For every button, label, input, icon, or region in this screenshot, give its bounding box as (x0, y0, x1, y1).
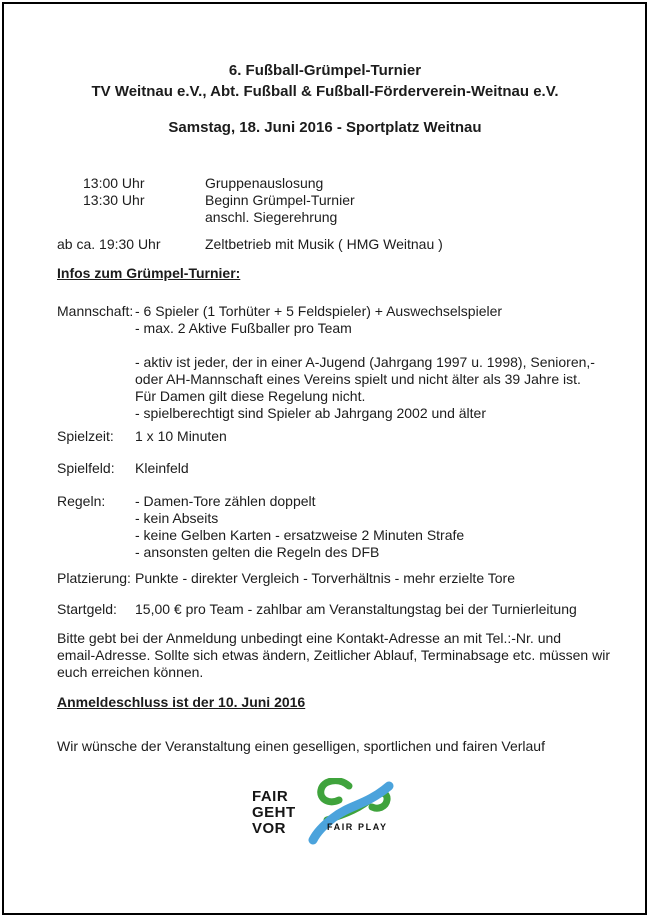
slogan-line: FAIR (252, 788, 289, 805)
info-value (135, 493, 464, 561)
info-line: Für Damen gilt diese Regelung nicht. (135, 388, 366, 404)
info-label: Spielzeit: (57, 428, 114, 444)
page-title: 6. Fußball-Grümpel-Turnier (228, 62, 422, 79)
info-line: - spielberechtigt sind Spieler ab Jahrgang 2002 und älter (135, 405, 487, 421)
deadline-note: Anmeldeschluss ist der 10. Juni 2016 (57, 694, 306, 710)
schedule-event: Zeltbetrieb mit Musik ( HMG Weitnau ) (205, 236, 443, 252)
schedule-event: Beginn Grümpel-Turnier (205, 192, 355, 208)
infos-heading: Infos zum Grümpel-Turnier: (57, 265, 241, 281)
contact-note-line: email-Adresse. Sollte sich etwas ändern, Zeitlicher Ablauf, Terminabsage etc. müssen wir (57, 647, 610, 663)
info-line: 1 x 10 Minuten (135, 428, 227, 444)
info-label: Spielfeld: (57, 460, 115, 476)
info-label: Regeln: (57, 493, 106, 509)
info-line: Punkte - direkter Vergleich - Torverhältnis - mehr erzielte Tore (135, 570, 515, 586)
info-line: - ansonsten gelten die Regeln des DFB (135, 544, 380, 560)
schedule-time: 13:30 Uhr (83, 192, 145, 208)
info-line: - 6 Spieler (1 Torhüter + 5 Feldspieler) + Auswechselspieler (135, 303, 503, 319)
page-subtitle: TV Weitnau e.V., Abt. Fußball & Fußball-Förderverein-Weitnau e.V. (91, 83, 559, 100)
schedule-time: 13:00 Uhr (83, 175, 145, 191)
info-line: - aktiv ist jeder, der in einer A-Jugend (Jahrgang 1997 u. 1998), Senioren,- (135, 354, 595, 370)
fair-geht-vor-text (252, 789, 296, 837)
info-label: Startgeld: (57, 601, 117, 617)
info-value (135, 303, 595, 422)
info-line: - Damen-Tore zählen doppelt (135, 493, 316, 509)
info-line: Kleinfeld (135, 460, 189, 476)
info-line: - max. 2 Aktive Fußballer pro Team (135, 320, 352, 336)
slogan-line: GEHT (252, 804, 296, 821)
info-line: oder AH-Mannschaft eines Vereins spielt und nicht älter als 39 Jahre ist. (135, 371, 581, 387)
schedule-time: ab ca. 19:30 Uhr (57, 236, 161, 252)
contact-note-line: Bitte gebt bei der Anmeldung unbedingt eine Kontakt-Adresse an mit Tel.:-Nr. und (57, 630, 562, 646)
fair-play-label: FAIR PLAY (327, 822, 388, 832)
info-label: Platzierung: (57, 570, 131, 586)
schedule-event: Gruppenauslosung (205, 175, 324, 191)
closing-note: Wir wünsche der Veranstaltung einen geselligen, sportlichen und fairen Verlauf (57, 738, 545, 754)
info-line: - kein Abseits (135, 510, 219, 526)
fair-play-logo (0, 778, 650, 853)
event-date: Samstag, 18. Juni 2016 - Sportplatz Weitnau (168, 119, 482, 136)
info-line: - keine Gelben Karten - ersatzweise 2 Minuten Strafe (135, 527, 465, 543)
schedule-event: anschl. Siegerehrung (205, 209, 338, 225)
contact-note-line: euch erreichen können. (57, 664, 204, 680)
info-line: 15,00 € pro Team - zahlbar am Veranstaltungstag bei der Turnierleitung (135, 601, 577, 617)
contact-note (57, 630, 610, 681)
info-line-spacer (135, 337, 595, 354)
info-label: Mannschaft: (57, 303, 134, 319)
slogan-line: VOR (252, 820, 287, 837)
